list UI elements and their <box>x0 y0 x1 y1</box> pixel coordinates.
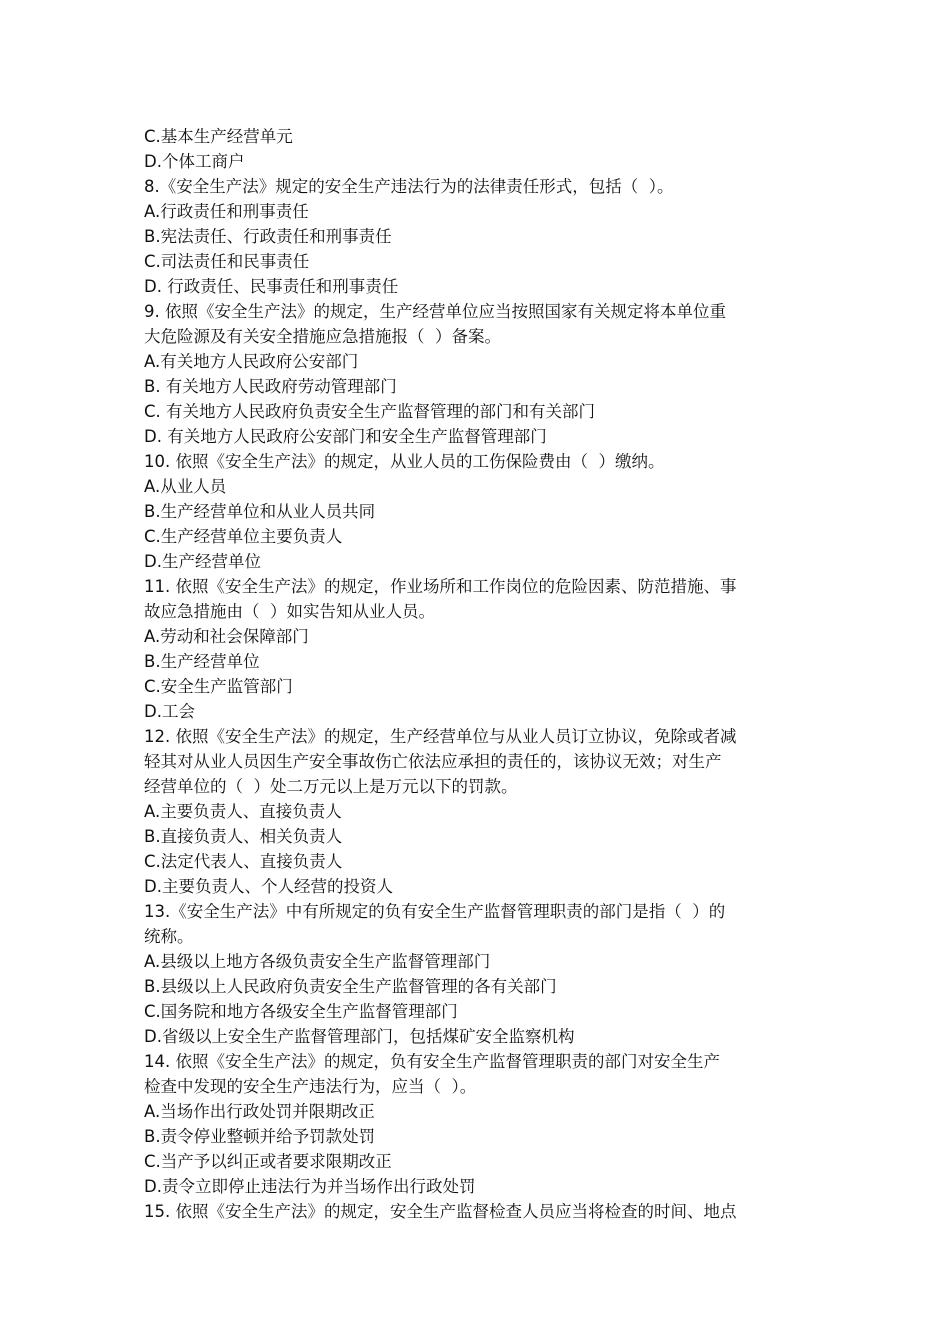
text-line: D.个体工商户 <box>144 152 245 171</box>
question-8-option-b: B.宪法责任、行政责任和刑事责任 <box>144 227 392 246</box>
question-11-option-d: D.工会 <box>144 702 195 721</box>
question-13-option-a: A.县级以上地方各级负责安全生产监督管理部门 <box>144 952 491 971</box>
question-11-option-a: A.劳动和社会保障部门 <box>144 627 309 646</box>
question-10-option-d: D.生产经营单位 <box>144 552 261 571</box>
question-10-option-a: A.从业人员 <box>144 477 227 496</box>
question-10-option-b: B.生产经营单位和从业人员共同 <box>144 502 376 521</box>
question-10-option-c: C.生产经营单位主要负责人 <box>144 527 343 546</box>
question-9-option-a: A.有关地方人民政府公安部门 <box>144 352 359 371</box>
question-9-option-c: C. 有关地方人民政府负责安全生产监督管理的部门和有关部门 <box>144 402 596 421</box>
question-8-option-d: D. 行政责任、民事责任和刑事责任 <box>144 277 399 296</box>
question-8-option-a: A.行政责任和刑事责任 <box>144 202 309 221</box>
question-12-stem-cont: 轻其对从业人员因生产安全事故伤亡依法应承担的责任的，该协议无效；对生产 <box>144 752 722 771</box>
question-9-stem: 9. 依照《安全生产法》的规定，生产经营单位应当按照国家有关规定将本单位重 <box>144 302 726 321</box>
question-13-stem-cont: 统称。 <box>144 927 194 946</box>
question-12-option-b: B.直接负责人、相关负责人 <box>144 827 343 846</box>
question-14-stem-cont: 检查中发现的安全生产违法行为，应当（ ）。 <box>144 1077 477 1096</box>
document-page <box>144 124 816 1224</box>
question-11-stem-cont: 故应急措施由（ ）如实告知从业人员。 <box>144 602 435 621</box>
question-12-option-c: C.法定代表人、直接负责人 <box>144 852 343 871</box>
question-9-stem-cont: 大危险源及有关安全措施应急措施报（ ）备案。 <box>144 327 501 346</box>
question-14-stem: 14. 依照《安全生产法》的规定，负有安全生产监督管理职责的部门对安全生产 <box>144 1052 720 1071</box>
question-14-option-c: C.当产予以纠正或者要求限期改正 <box>144 1152 392 1171</box>
question-10-stem: 10. 依照《安全生产法》的规定，从业人员的工伤保险费由（ ）缴纳。 <box>144 452 665 471</box>
question-14-option-d: D.责令立即停止违法行为并当场作出行政处罚 <box>144 1177 476 1196</box>
question-11-option-c: C.安全生产监管部门 <box>144 677 293 696</box>
question-14-option-b: B.责令停业整顿并给予罚款处罚 <box>144 1127 376 1146</box>
question-13-option-b: B.县级以上人民政府负责安全生产监督管理的各有关部门 <box>144 977 557 996</box>
question-11-stem: 11. 依照《安全生产法》的规定，作业场所和工作岗位的危险因素、防范措施、事 <box>144 577 737 596</box>
question-14-option-a: A.当场作出行政处罚并限期改正 <box>144 1102 375 1121</box>
question-9-option-b: B. 有关地方人民政府劳动管理部门 <box>144 377 397 396</box>
question-11-option-b: B.生产经营单位 <box>144 652 260 671</box>
question-12-option-d: D.主要负责人、个人经营的投资人 <box>144 877 393 896</box>
question-13-option-d: D.省级以上安全生产监督管理部门，包括煤矿安全监察机构 <box>144 1027 575 1046</box>
question-12-stem: 12. 依照《安全生产法》的规定，生产经营单位与从业人员订立协议，免除或者减 <box>144 727 737 746</box>
question-8-option-c: C.司法责任和民事责任 <box>144 252 310 271</box>
question-12-stem-cont: 经营单位的（ ）处二万元以上是万元以下的罚款。 <box>144 777 518 796</box>
question-15-stem: 15. 依照《安全生产法》的规定，安全生产监督检查人员应当将检查的时间、地点 <box>144 1202 737 1221</box>
question-8-stem: 8.《安全生产法》规定的安全生产违法行为的法律责任形式，包括（ ）。 <box>144 177 674 196</box>
text-line: C.基本生产经营单元 <box>144 127 293 146</box>
question-13-option-c: C.国务院和地方各级安全生产监督管理部门 <box>144 1002 458 1021</box>
question-13-stem: 13.《安全生产法》中有所规定的负有安全生产监督管理职责的部门是指（ ）的 <box>144 902 726 921</box>
question-12-option-a: A.主要负责人、直接负责人 <box>144 802 342 821</box>
question-9-option-d: D. 有关地方人民政府公安部门和安全生产监督管理部门 <box>144 427 547 446</box>
